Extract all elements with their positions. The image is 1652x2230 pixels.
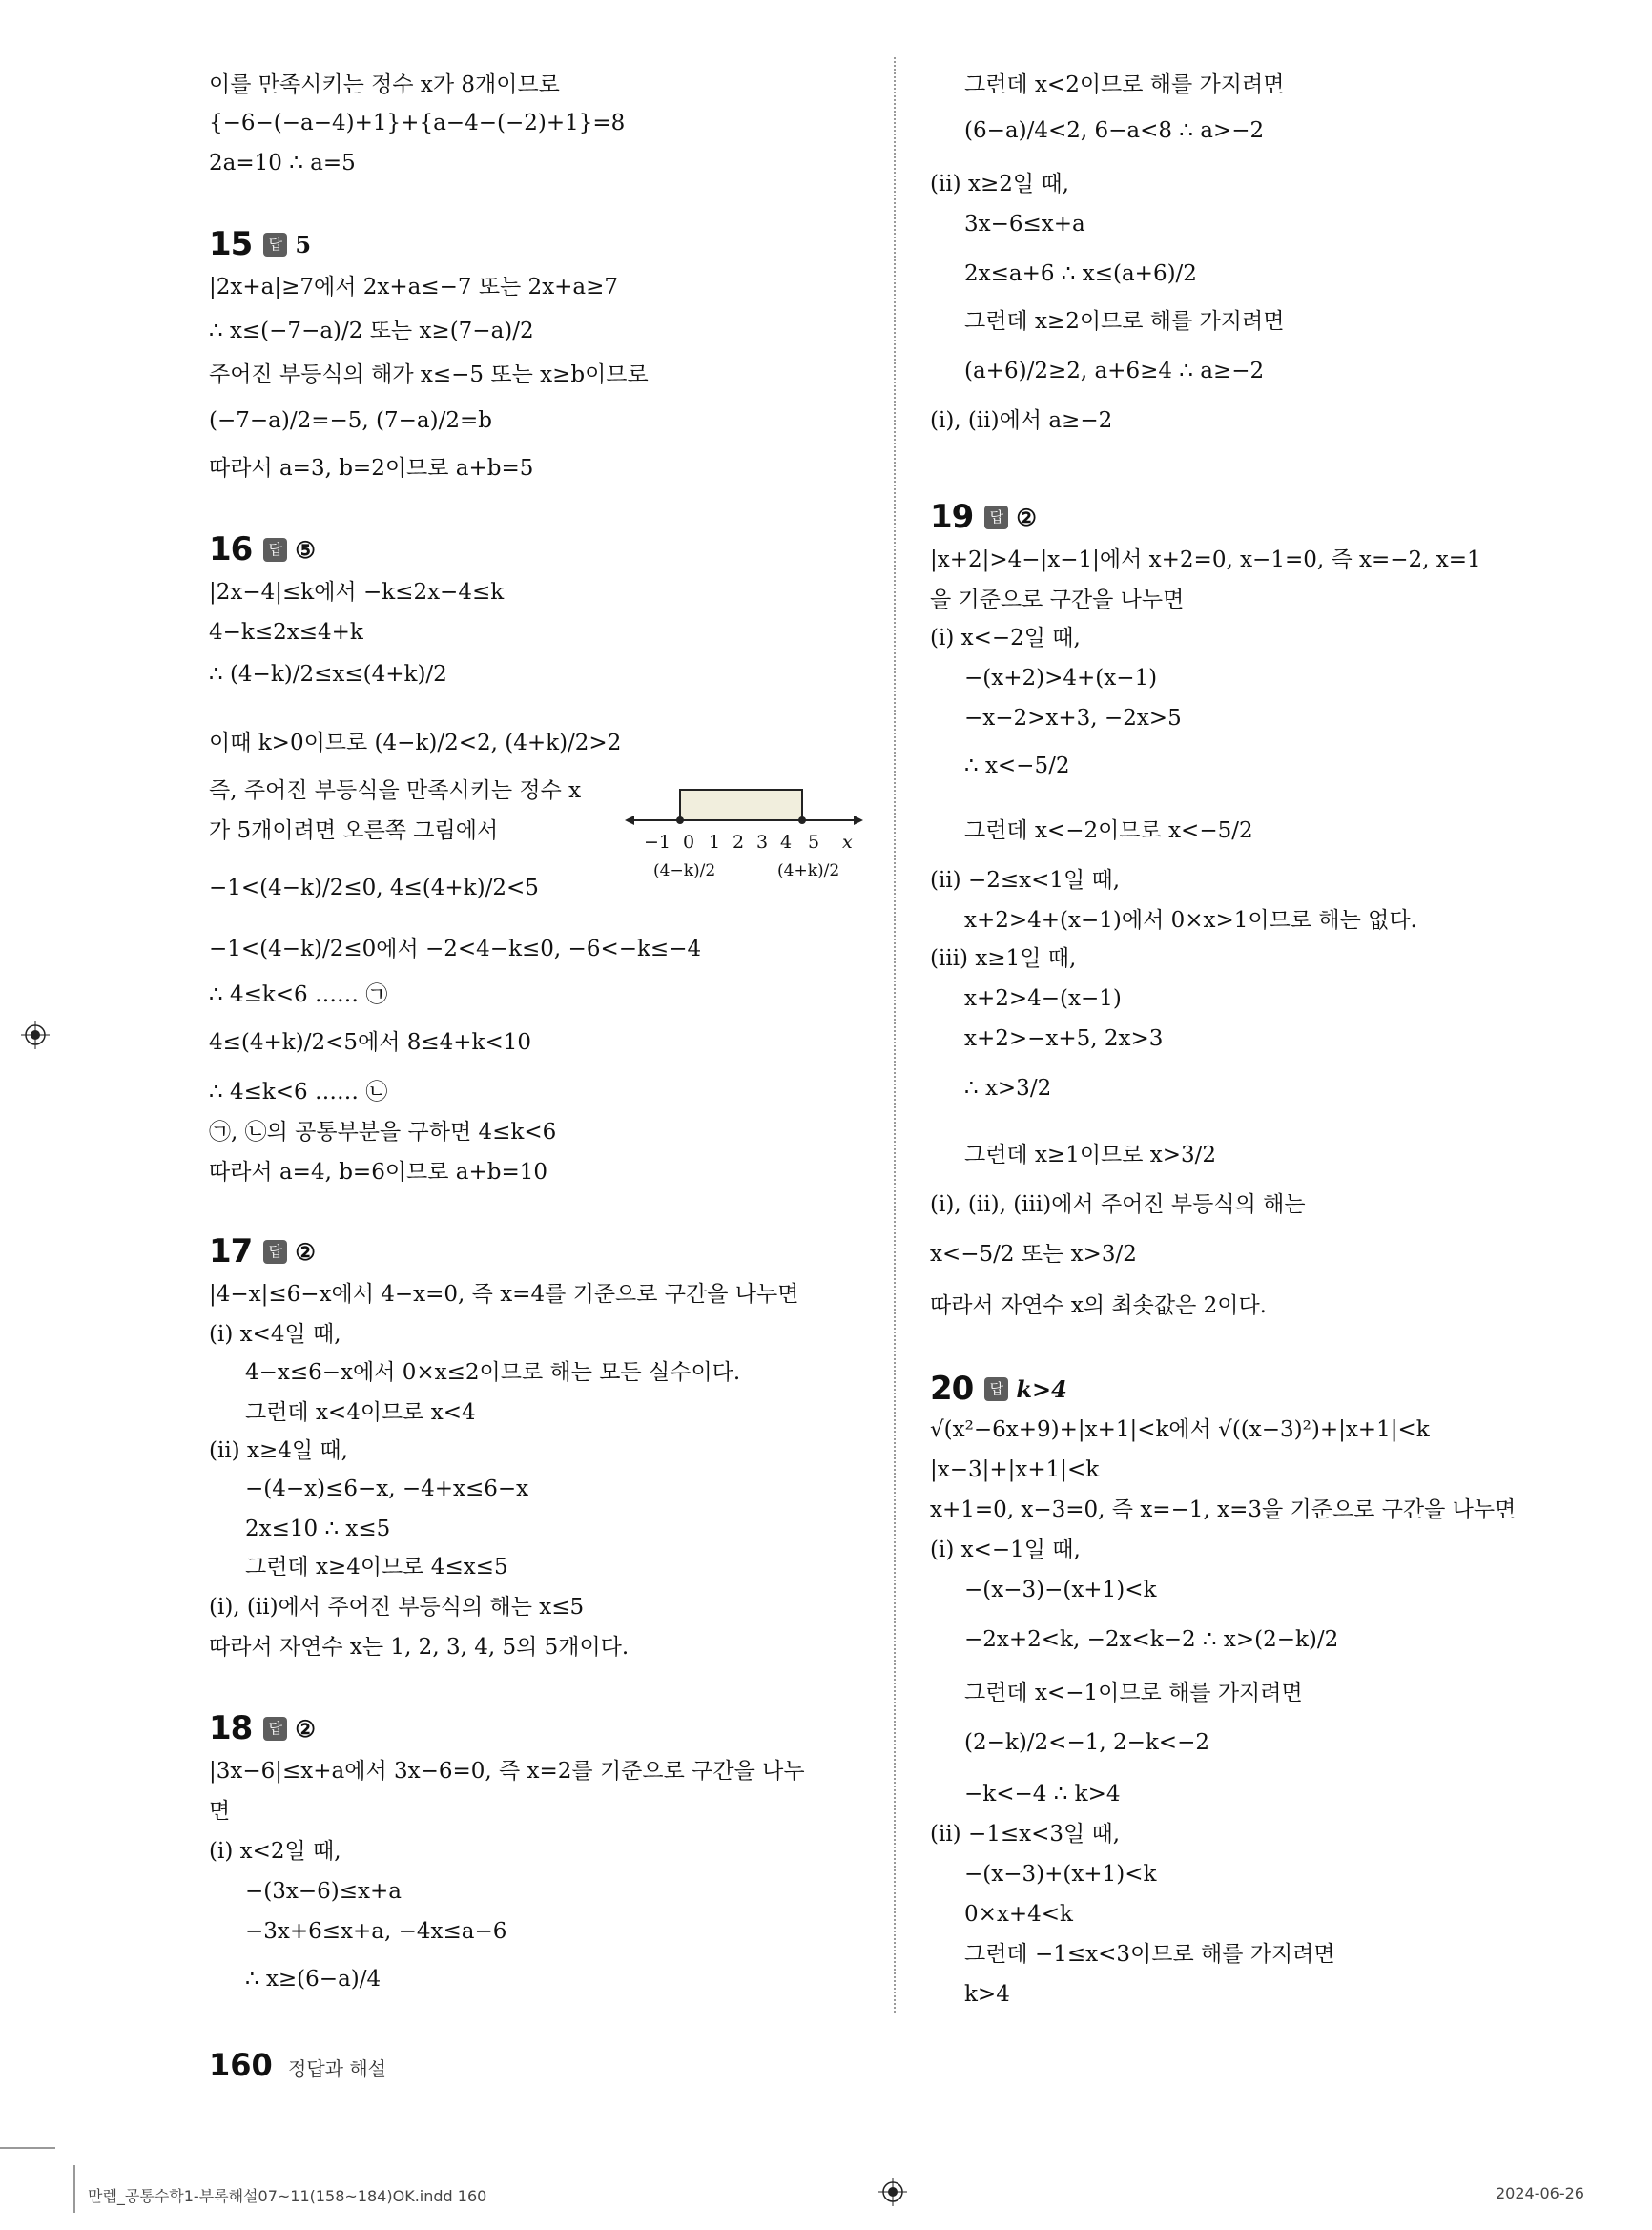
- problem-answer: ⑤: [295, 535, 316, 564]
- text-line: −(x−3)+(x+1)<k: [964, 1862, 1157, 1887]
- answer-badge: 답: [263, 538, 287, 562]
- text-line: (ⅱ) x≥2일 때,: [930, 172, 1069, 196]
- text-line: (ⅰ), (ⅱ)에서 주어진 부등식의 해는 x≤5: [209, 1595, 585, 1620]
- problem-number: 16: [209, 530, 253, 568]
- text-line: (6−a)/4<2, 6−a<8 ∴ a>−2: [964, 118, 1265, 143]
- text-line: (ⅱ) −1≤x<3일 때,: [930, 1822, 1121, 1847]
- text-line: (ⅰ), (ⅱ)에서 a≥−2: [930, 408, 1113, 433]
- tick-label: 1: [709, 832, 721, 853]
- left-endpoint-label: (4−k)/2: [653, 861, 716, 880]
- problem-number: 19: [930, 498, 974, 536]
- text-line: (ⅰ) x<2일 때,: [209, 1839, 341, 1864]
- problem-heading-17: [209, 1232, 316, 1270]
- text-line: √(x²−6x+9)+|x+1|<k에서 √((x−3)²)+|x+1|<k: [930, 1417, 1430, 1442]
- problem-number: 18: [209, 1709, 253, 1747]
- answer-badge: 답: [263, 233, 287, 257]
- text-line: ∴ x≤(−7−a)/2 또는 x≥(7−a)/2: [209, 319, 534, 343]
- text-line: 그런데 x<4이므로 x<4: [245, 1400, 476, 1425]
- answer-badge: 답: [984, 506, 1008, 529]
- file-slug: 만렙_공통수학1-부록해설07~11(158~184)OK.indd 160: [88, 2187, 487, 2205]
- text-line: 4−k≤2x≤4+k: [209, 620, 363, 645]
- text-line: 이때 k>0이므로 (4−k)/2<2, (4+k)/2>2: [209, 731, 622, 755]
- text-line: 4≤(4+k)/2<5에서 8≤4+k<10: [209, 1030, 532, 1055]
- text-line: 면: [209, 1799, 231, 1824]
- text-line: 주어진 부등식의 해가 x≤−5 또는 x≥b이므로: [209, 362, 649, 387]
- text-line: 따라서 자연수 x는 1, 2, 3, 4, 5의 5개이다.: [209, 1635, 630, 1660]
- text-line: x+2>4+(x−1)에서 0×x>1이므로 해는 없다.: [964, 908, 1417, 933]
- text-line: 따라서 자연수 x의 최솟값은 2이다.: [930, 1293, 1267, 1318]
- text-line: −1<(4−k)/2≤0, 4≤(4+k)/2<5: [209, 876, 539, 900]
- text-line: 따라서 a=4, b=6이므로 a+b=10: [209, 1160, 548, 1185]
- text-line: 그런데 −1≤x<3이므로 해를 가지려면: [964, 1942, 1335, 1967]
- text-line: ㉠, ㉡의 공통부분을 구하면 4≤k<6: [209, 1120, 557, 1145]
- text-line: 즉, 주어진 부등식을 만족시키는 정수 x: [209, 778, 582, 803]
- text-line: {−6−(−a−4)+1}+{a−4−(−2)+1}=8: [209, 111, 626, 135]
- text-line: 그런데 x≥1이므로 x>3/2: [964, 1143, 1217, 1167]
- text-line: x+2>−x+5, 2x>3: [964, 1026, 1164, 1051]
- section-title: 정답과 해설: [288, 2057, 386, 2080]
- solution-range-box: [680, 790, 802, 820]
- text-line: 그런데 x<2이므로 해를 가지려면: [964, 72, 1285, 97]
- text-line: (ⅰ), (ⅱ), (ⅲ)에서 주어진 부등식의 해는: [930, 1192, 1306, 1217]
- registration-mark-icon: [878, 2178, 907, 2206]
- tick-label: 3: [756, 832, 769, 853]
- text-line: 4−x≤6−x에서 0×x≤2이므로 해는 모든 실수이다.: [245, 1360, 741, 1385]
- text-line: ∴ x≥(6−a)/4: [245, 1967, 382, 1992]
- text-line: 그런데 x≥2이므로 해를 가지려면: [964, 309, 1285, 334]
- text-line: x<−5/2 또는 x>3/2: [930, 1242, 1137, 1267]
- text-line: |2x+a|≥7에서 2x+a≤−7 또는 2x+a≥7: [209, 275, 619, 299]
- text-line: |2x−4|≤k에서 −k≤2x−4≤k: [209, 580, 505, 605]
- text-line: 가 5개이려면 오른쪽 그림에서: [209, 818, 499, 843]
- text-line: 3x−6≤x+a: [964, 212, 1085, 237]
- text-line: 2x≤10 ∴ x≤5: [245, 1517, 391, 1541]
- problem-heading-20: [930, 1370, 1067, 1408]
- text-line: (ⅱ) x≥4일 때,: [209, 1438, 348, 1463]
- page-number: 160: [209, 2047, 273, 2083]
- text-line: −1<(4−k)/2≤0에서 −2<4−k≤0, −6<−k≤−4: [209, 937, 702, 961]
- text-line: (ⅱ) −2≤x<1일 때,: [930, 868, 1121, 893]
- text-line: 2a=10 ∴ a=5: [209, 151, 356, 176]
- column-divider: [894, 57, 896, 2013]
- text-line: −x−2>x+3, −2x>5: [964, 706, 1182, 731]
- text-line: 을 기준으로 구간을 나누면: [930, 588, 1185, 612]
- right-endpoint-dot: [798, 816, 806, 824]
- text-line: ∴ 4≤k<6 …… ㉠: [209, 982, 388, 1007]
- text-line: ∴ x>3/2: [964, 1076, 1052, 1101]
- problem-number: 17: [209, 1232, 253, 1270]
- text-line: 0×x+4<k: [964, 1902, 1073, 1927]
- text-line: |x−3|+|x+1|<k: [930, 1457, 1100, 1482]
- answer-badge: 답: [984, 1377, 1008, 1401]
- number-line-figure: [625, 780, 868, 895]
- text-line: (a+6)/2≥2, a+6≥4 ∴ a≥−2: [964, 359, 1265, 383]
- problem-answer: ②: [295, 1714, 316, 1743]
- text-line: (ⅲ) x≥1일 때,: [930, 946, 1077, 971]
- problem-answer: ②: [1016, 503, 1037, 531]
- text-line: (ⅰ) x<−2일 때,: [930, 626, 1081, 650]
- axis-arrow-right: [854, 816, 863, 825]
- tick-label: −1: [644, 832, 671, 853]
- text-line: x+1=0, x−3=0, 즉 x=−1, x=3을 기준으로 구간을 나누면: [930, 1497, 1517, 1522]
- problem-heading-18: [209, 1709, 316, 1747]
- tick-label: 2: [733, 832, 745, 853]
- text-line: −3x+6≤x+a, −4x≤a−6: [245, 1919, 507, 1944]
- text-line: 이를 만족시키는 정수 x가 8개이므로: [209, 72, 560, 97]
- text-line: ∴ 4≤k<6 …… ㉡: [209, 1080, 388, 1105]
- text-line: −k<−4 ∴ k>4: [964, 1782, 1121, 1807]
- problem-heading-16: [209, 530, 316, 568]
- axis-label: x: [842, 832, 853, 853]
- text-line: (2−k)/2<−1, 2−k<−2: [964, 1730, 1209, 1755]
- problem-answer: 5: [295, 230, 312, 258]
- text-line: 그런데 x<−1이므로 해를 가지려면: [964, 1681, 1303, 1705]
- text-line: 2x≤a+6 ∴ x≤(a+6)/2: [964, 261, 1197, 286]
- crop-mark: [0, 2137, 86, 2213]
- registration-mark-icon: [21, 1021, 50, 1049]
- axis-arrow-left: [625, 816, 634, 825]
- problem-answer: k>4: [1016, 1374, 1067, 1403]
- text-line: −(x−3)−(x+1)<k: [964, 1578, 1157, 1602]
- tick-label: 5: [808, 832, 820, 853]
- problem-heading-19: [930, 498, 1037, 536]
- text-line: |x+2|>4−|x−1|에서 x+2=0, x−1=0, 즉 x=−2, x=1: [930, 547, 1481, 572]
- text-line: |4−x|≤6−x에서 4−x=0, 즉 x=4를 기준으로 구간을 나누면: [209, 1282, 799, 1307]
- text-line: −2x+2<k, −2x<k−2 ∴ x>(2−k)/2: [964, 1627, 1339, 1652]
- problem-heading-15: [209, 225, 311, 263]
- text-line: 따라서 a=3, b=2이므로 a+b=5: [209, 456, 534, 481]
- problem-number: 15: [209, 225, 253, 263]
- left-endpoint-dot: [676, 816, 684, 824]
- problem-number: 20: [930, 1370, 974, 1408]
- text-line: ∴ x<−5/2: [964, 754, 1070, 778]
- tick-label: 0: [683, 832, 695, 853]
- text-line: x+2>4−(x−1): [964, 986, 1122, 1011]
- problem-answer: ②: [295, 1237, 316, 1266]
- answer-badge: 답: [263, 1240, 287, 1264]
- date-slug: 2024-06-26: [1496, 2184, 1584, 2202]
- text-line: (−7−a)/2=−5, (7−a)/2=b: [209, 408, 492, 433]
- text-line: k>4: [964, 1982, 1010, 2007]
- answer-badge: 답: [263, 1717, 287, 1741]
- text-line: −(x+2)>4+(x−1): [964, 666, 1158, 691]
- text-line: ∴ (4−k)/2≤x≤(4+k)/2: [209, 662, 447, 687]
- right-endpoint-label: (4+k)/2: [777, 861, 840, 880]
- text-line: 그런데 x<−2이므로 x<−5/2: [964, 818, 1253, 843]
- text-line: −(4−x)≤6−x, −4+x≤6−x: [245, 1476, 529, 1501]
- text-line: 그런데 x≥4이므로 4≤x≤5: [245, 1555, 508, 1580]
- text-line: |3x−6|≤x+a에서 3x−6=0, 즉 x=2를 기준으로 구간을 나누: [209, 1759, 805, 1784]
- text-line: −(3x−6)≤x+a: [245, 1879, 402, 1904]
- text-line: (ⅰ) x<4일 때,: [209, 1322, 341, 1347]
- tick-label: 4: [780, 832, 793, 853]
- text-line: (ⅰ) x<−1일 때,: [930, 1538, 1081, 1562]
